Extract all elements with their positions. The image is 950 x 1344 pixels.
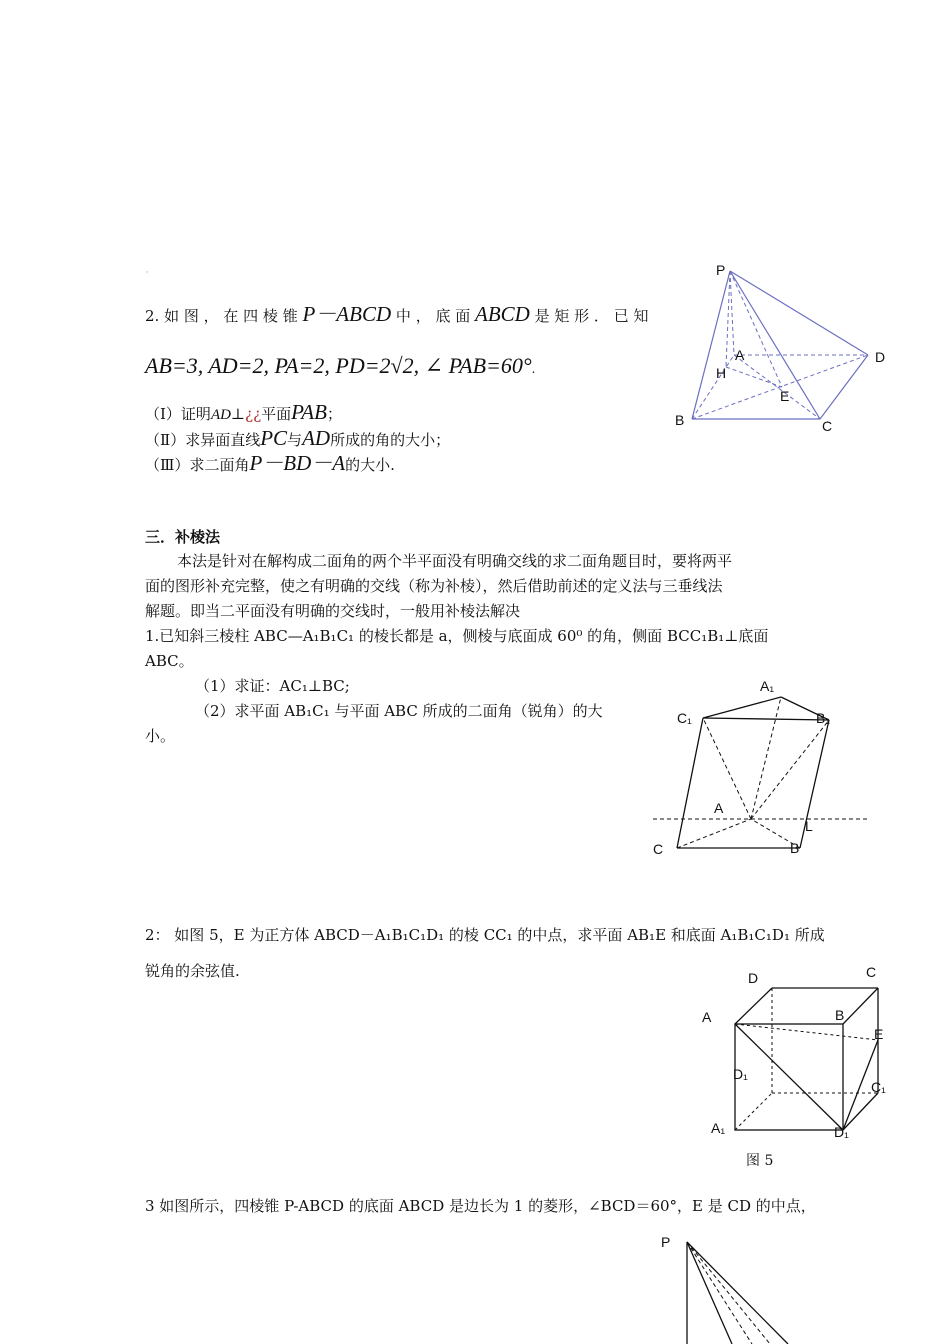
edge-AD — [735, 988, 772, 1024]
problem2-prefix: 2. 如 图 ， 在 四 棱 锥 — [145, 307, 298, 325]
edge-AE — [735, 1024, 878, 1040]
q2-m2: AD — [302, 426, 331, 450]
fig4-label-P: P — [661, 1234, 671, 1250]
stray-dot: · — [146, 268, 149, 277]
edge-CA — [677, 819, 751, 848]
edge-PE-2 — [687, 1242, 752, 1344]
fig1-label-H: H — [716, 365, 727, 381]
problem2-pyramid: P－ABCD — [302, 302, 392, 326]
prism-figure — [645, 680, 880, 865]
q1-math: AD⊥ — [210, 407, 246, 423]
problem2-suffix: 是 矩 形 ． 已 知 — [534, 307, 649, 325]
problem2-q1 — [145, 402, 342, 425]
figure5-caption: 图 5 — [746, 1153, 774, 1169]
q2-end: 所成的角的大小； — [330, 431, 451, 449]
fig1-label-A: A — [735, 347, 745, 363]
fig3-label-D1: D₁ — [733, 1066, 748, 1082]
ex3-line1: 3 如图所示，四棱锥 P-ABCD 的底面 ABCD 是边长为 1 的菱形，∠BCD＝60°，E 是 CD 的中点， — [145, 1197, 816, 1215]
edge-PA — [730, 271, 734, 355]
q1-plane: PAB — [291, 400, 327, 424]
cube-figure — [720, 980, 890, 1140]
edge-A1D1 — [735, 1093, 772, 1130]
edge-AB1 — [735, 1024, 843, 1130]
edge-AC1 — [703, 718, 751, 819]
edge-AC — [734, 355, 820, 419]
edge-PC-2 — [687, 1242, 788, 1344]
pyramid-figure — [660, 255, 900, 440]
fig2-label-A: A — [714, 800, 724, 816]
problem2-given-text: AB=3, AD=2, PA=2, PD=2√2, ∠ PAB=60° — [145, 353, 532, 378]
q1-end: ； — [326, 405, 342, 423]
fig3-label-B1: D₁ — [834, 1124, 849, 1140]
fig2-label-C: C — [653, 841, 664, 857]
problem2-line1 — [145, 304, 648, 326]
problem2-base: ABCD — [475, 302, 530, 326]
edge-BA — [692, 355, 734, 419]
q1-prefix: （Ⅰ）证明 — [145, 405, 211, 423]
section3-para-line3: 解题。即当二平面没有明确的交线时，一般用补棱法解决 — [145, 602, 521, 620]
fig2-label-B: B — [790, 840, 800, 856]
fig2-label-B1: B₁ — [816, 710, 831, 726]
ex1-line1: 1.已知斜三棱柱 ABC—A₁B₁C₁ 的棱长都是 a，侧棱与底面成 60⁰ 的角，侧面 BCC₁B₁⊥底面 — [145, 627, 769, 645]
q1-mark: ¿¿ — [245, 405, 262, 423]
problem2-q2 — [145, 428, 450, 450]
fig3-label-C: C — [866, 964, 877, 980]
edge-C1B1 — [703, 718, 829, 720]
fig2-label-C1: C₁ — [677, 710, 692, 726]
ex1-q2-line1: （2）求平面 AB₁C₁ 与平面 ABC 所成的二面角（锐角）的大 — [195, 702, 603, 720]
ex1-line2: ABC。 — [145, 652, 194, 670]
q3-prefix: （Ⅲ）求二面角 — [145, 456, 250, 474]
fig1-label-P: P — [716, 262, 726, 278]
problem2-given-end: . — [531, 362, 536, 377]
problem2-given — [145, 352, 535, 384]
ex1-q2-line2: 小。 — [145, 727, 176, 745]
edge-CD — [820, 355, 868, 419]
fig3-label-B: B — [835, 1007, 845, 1023]
q3-math: P－BD－A — [249, 451, 346, 475]
fig3-label-E: E — [874, 1026, 884, 1042]
q2-mid: 与 — [287, 431, 303, 449]
edge-PB — [692, 271, 730, 419]
edge-BC — [843, 988, 878, 1024]
edge-PD — [730, 271, 868, 355]
edge-PD-2 — [687, 1242, 770, 1344]
fig3-label-A: A — [702, 1009, 712, 1025]
edge-PC — [730, 271, 820, 419]
problem2-q3 — [145, 453, 395, 475]
q3-end: 的大小. — [345, 456, 395, 474]
pyramid2-figure — [660, 1232, 820, 1344]
section3-para-line2: 面的图形补充完整，使之有明确的交线（称为补棱），然后借助前述的定义法与三垂线法 — [145, 577, 723, 595]
ex1-q1: （1）求证：AC₁⊥BC; — [195, 677, 350, 695]
fig3-label-C1: C₁ — [871, 1079, 886, 1095]
ex2-line1: 2： 如图 5，E 为正方体 ABCD－A₁B₁C₁D₁ 的棱 CC₁ 的中点，求平面 AB₁E 和底面 A₁B₁C₁D₁ 所成 — [145, 926, 825, 944]
ex2-line2: 锐角的余弦值. — [145, 962, 240, 980]
edge-C1A1 — [703, 697, 781, 718]
edge-C1C — [677, 718, 703, 848]
section3-heading: 三．补棱法 — [145, 528, 221, 546]
problem2-mid: 中 ， 底 面 — [395, 307, 471, 325]
fig1-label-E: E — [780, 388, 790, 404]
fig2-label-A1: A₁ — [760, 678, 775, 694]
fig2-label-L: L — [805, 818, 813, 834]
q2-m1: PC — [260, 426, 288, 450]
fig1-label-D: D — [875, 349, 886, 365]
fig3-label-D: D — [748, 970, 759, 986]
q1-mid: 平面 — [261, 405, 292, 423]
edge-PB-2 — [687, 1242, 732, 1344]
edge-PE — [730, 271, 782, 387]
fig1-label-C: C — [822, 418, 833, 434]
fig3-label-A1: A₁ — [711, 1120, 726, 1136]
fig1-label-B: B — [675, 412, 685, 428]
section3-para-line1: 本法是针对在解构成二面角的两个半平面没有明确交线的求二面角题目时，要将两平 — [177, 552, 733, 570]
q2-prefix: （Ⅱ）求异面直线 — [145, 431, 261, 449]
